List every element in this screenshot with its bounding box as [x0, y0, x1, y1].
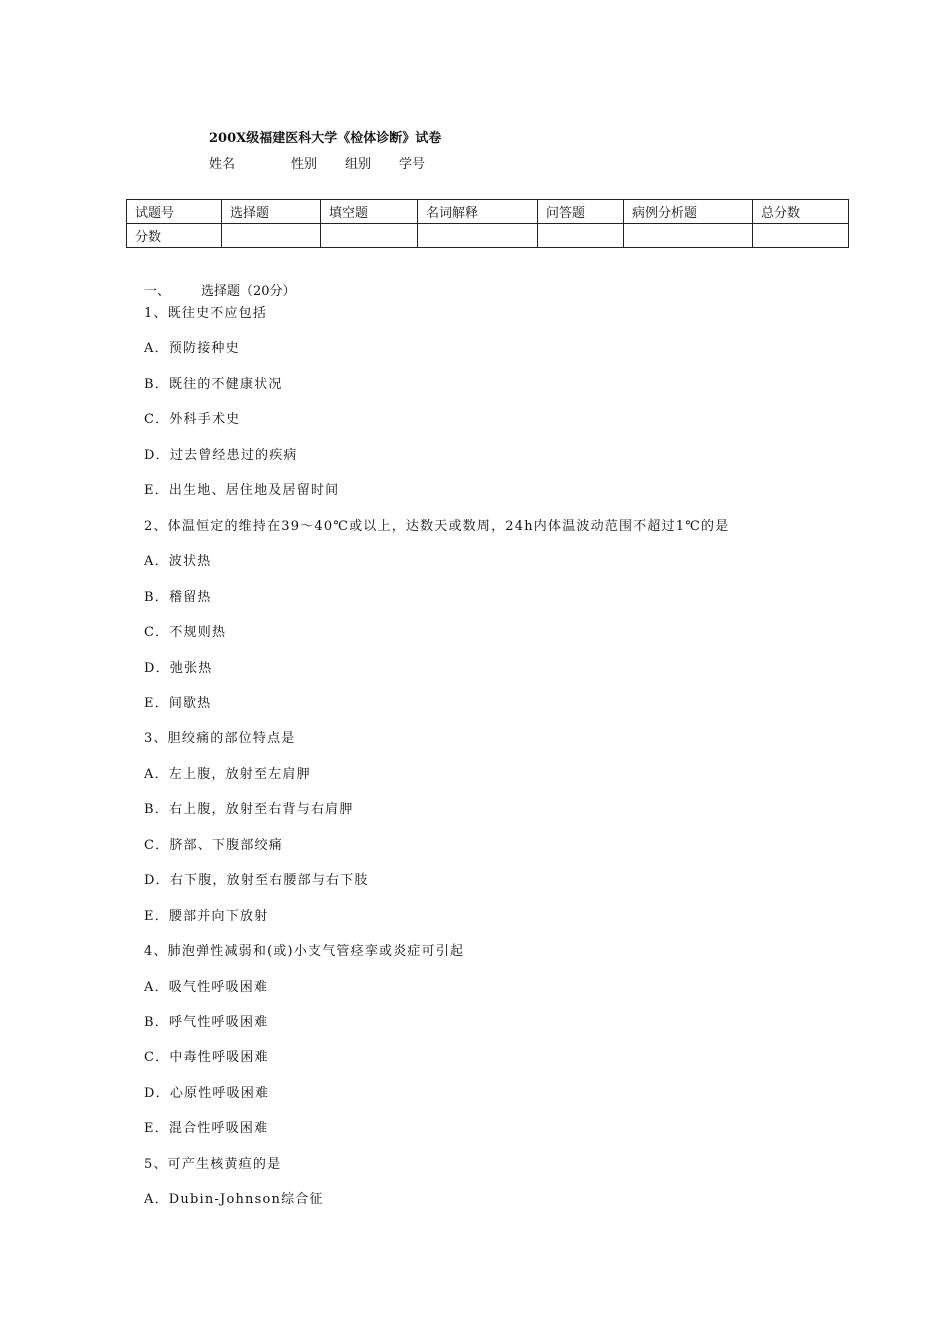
- answer-option: E．混合性呼吸困难: [144, 1121, 269, 1136]
- score-cell-total[interactable]: [753, 224, 849, 248]
- answer-option: C．中毒性呼吸困难: [144, 1050, 269, 1065]
- score-cell-case-analysis[interactable]: [624, 224, 753, 248]
- answer-option: B．稽留热: [144, 590, 212, 605]
- answer-option: A．吸气性呼吸困难: [144, 980, 269, 995]
- score-table-header-row: [127, 200, 849, 224]
- answer-option: E．间歇热: [144, 696, 212, 711]
- answer-option: E．出生地、居住地及居留时间: [144, 483, 340, 498]
- header-cell-total: 总分数: [753, 200, 849, 224]
- score-cell-choice[interactable]: [222, 224, 321, 248]
- exam-title: 200X级福建医科大学《检体诊断》试卷: [209, 131, 442, 146]
- answer-option: B．呼气性呼吸困难: [144, 1015, 269, 1030]
- score-table: [126, 199, 849, 248]
- answer-option: D．过去曾经患过的疾病: [144, 448, 298, 463]
- answer-option: C．脐部、下腹部绞痛: [144, 838, 283, 853]
- score-row-label: 分数: [127, 224, 222, 248]
- group-label: 组别: [345, 157, 372, 172]
- section-number: 一、: [144, 284, 171, 299]
- header-cell-question-no: 试题号: [127, 200, 222, 224]
- score-cell-qa[interactable]: [538, 224, 624, 248]
- score-cell-fill-blank[interactable]: [321, 224, 418, 248]
- answer-option: B．右上腹，放射至右背与右肩胛: [144, 802, 354, 817]
- header-cell-choice: 选择题: [222, 200, 321, 224]
- question-text: 2、体温恒定的维持在39～40℃或以上，达数天或数周，24h内体温波动范围不超过1℃的是: [144, 519, 730, 534]
- answer-option: E．腰部并向下放射: [144, 909, 269, 924]
- score-cell-term-explanation[interactable]: [418, 224, 538, 248]
- score-table-score-row: [127, 224, 849, 248]
- question-text: 1、既往史不应包括: [144, 306, 268, 321]
- answer-option: A．波状热: [144, 554, 212, 569]
- header-cell-case-analysis: 病例分析题: [624, 200, 753, 224]
- student-id-label: 学号: [399, 157, 426, 172]
- gender-label: 性别: [291, 157, 318, 172]
- question-text: 5、可产生核黄疸的是: [144, 1157, 282, 1172]
- question-text: 4、肺泡弹性减弱和(或)小支气管痉挛或炎症可引起: [144, 944, 465, 959]
- header-cell-qa: 问答题: [538, 200, 624, 224]
- answer-option: D．弛张热: [144, 661, 213, 676]
- answer-option: D．心原性呼吸困难: [144, 1086, 270, 1101]
- header-cell-term-explanation: 名词解释: [418, 200, 538, 224]
- answer-option: D．右下腹，放射至右腰部与右下肢: [144, 873, 369, 888]
- section-heading: [144, 280, 296, 299]
- section-title: 选择题（20分）: [201, 284, 296, 299]
- answer-option: A．左上腹，放射至左肩胛: [144, 767, 311, 782]
- answer-option: C．不规则热: [144, 625, 227, 640]
- answer-option: A．预防接种史: [144, 341, 240, 356]
- answer-option: B．既往的不健康状况: [144, 377, 283, 392]
- name-label: 姓名: [209, 157, 236, 172]
- answer-option: C．外科手术史: [144, 412, 241, 427]
- header-cell-fill-blank: 填空题: [321, 200, 418, 224]
- question-text: 3、胆绞痛的部位特点是: [144, 731, 296, 746]
- answer-option: A．Dubin-Johnson综合征: [144, 1192, 324, 1207]
